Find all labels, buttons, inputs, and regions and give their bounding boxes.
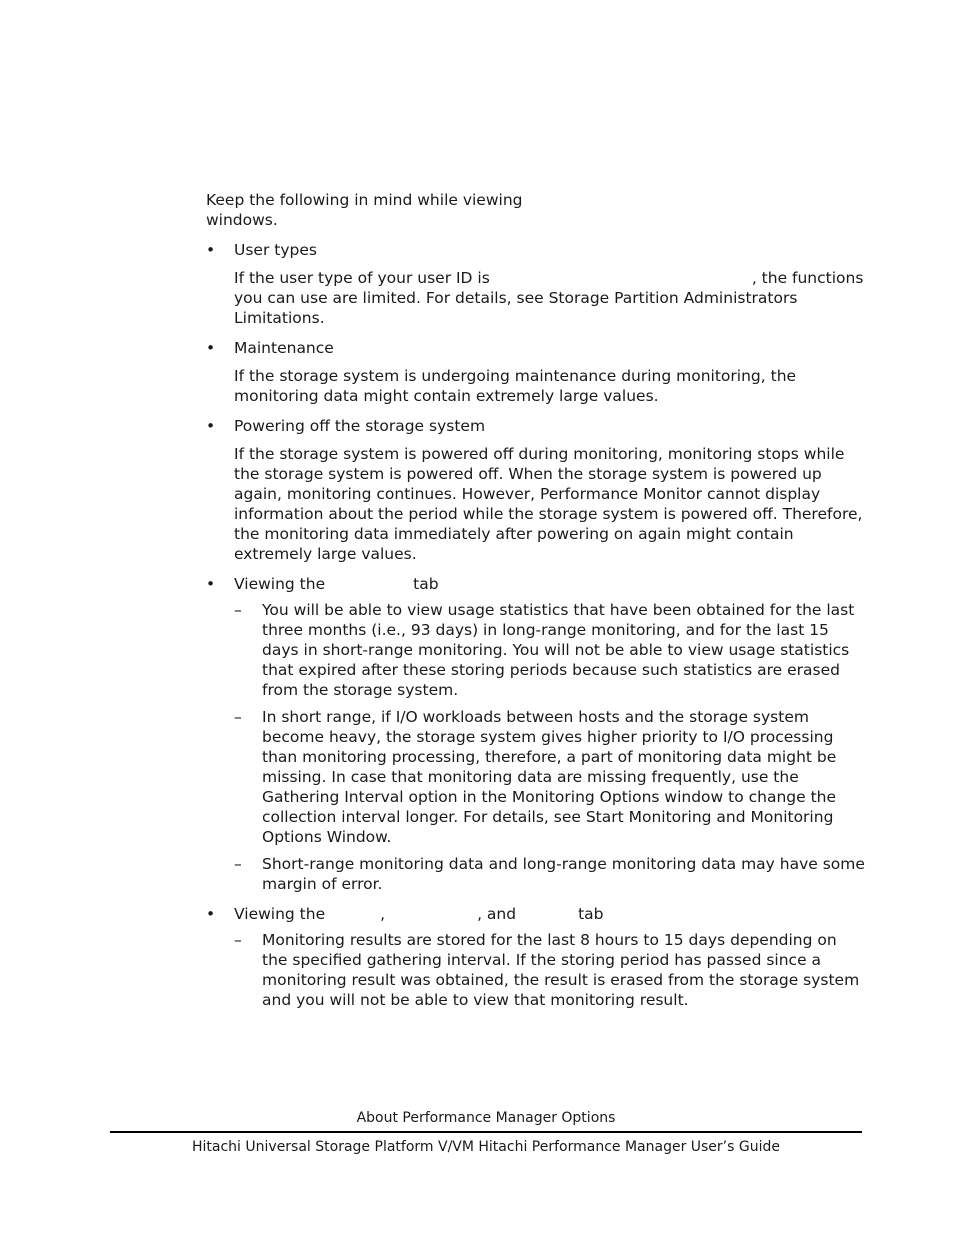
- item-title: Maintenance: [234, 339, 334, 357]
- sub-item: [234, 600, 866, 700]
- list-item-viewing-tab: [206, 574, 866, 894]
- intro-paragraph: Keep the following in mind while viewing windows.: [206, 191, 523, 229]
- title-comma: ,: [380, 905, 386, 923]
- item-title: User types: [234, 241, 317, 259]
- list-item-user-types: [206, 240, 866, 328]
- body-start: If the user type of your user ID is: [234, 269, 490, 287]
- sub-item-text: Short-range monitoring data and long-range monitoring data may have some margin of error.: [262, 855, 865, 893]
- footer-divider: [110, 1131, 862, 1133]
- item-body: If the storage system is powered off during monitoring, monitoring stops while the storage system is powered off. When the storage system is powered up again, monitoring continues. However, Performance Monitor cannot display information about the period while the storage system is powered off. Therefore, the monitoring data immediately after powering on again might contain extremely large values.: [234, 445, 863, 563]
- title-start: Viewing the: [234, 575, 326, 593]
- dash-icon: –: [234, 855, 242, 873]
- sub-item: [234, 707, 866, 847]
- sub-item-text: You will be able to view usage statistics that have been obtained for the last three months (i.e., 93 days) in long-range monitoring, and for the last 15 days in short-range monitoring. You will not be able to view usage statistics that expired after these storing periods because such statistics are erased from the storage system.: [262, 601, 855, 699]
- title-start: Viewing the: [234, 905, 326, 923]
- title-end: tab: [413, 575, 439, 593]
- list-item-maintenance: [206, 338, 866, 406]
- sub-item-text: In short range, if I/O workloads between hosts and the storage system become heavy, the storage system gives higher priority to I/O processing than monitoring processing, therefore, a part of monitoring data might be missing. In case that monitoring data are missing frequently, use the Gathering Interval option in the Monitoring Options window to change the collection interval longer. For details, see Start Monitoring and Monitoring Options Window.: [262, 708, 837, 846]
- body-end: , the functions you can use are limited. For details, see Storage Partition Administrators Limitations.: [234, 269, 864, 327]
- sub-item-text: Monitoring results are stored for the last 8 hours to 15 days depending on the specified gathering interval. If the storing period has passed since a monitoring result was obtained, the result is erased from the storage system and you will not be able to view that monitoring result.: [262, 931, 860, 1009]
- list-item-viewing-tabs: [206, 904, 866, 1010]
- dash-icon: –: [234, 931, 242, 949]
- sub-item: [234, 854, 866, 894]
- bullet-icon: •: [206, 417, 216, 435]
- list-item-powering-off: [206, 416, 866, 564]
- item-body: If the storage system is undergoing maintenance during monitoring, the monitoring data might contain extremely large values.: [234, 367, 797, 405]
- page-content: [206, 190, 866, 1020]
- item-body: [234, 268, 866, 328]
- bullet-icon: •: [206, 905, 216, 923]
- dash-icon: –: [234, 601, 242, 619]
- footer-guide-title: Hitachi Universal Storage Platform V/VM Hitachi Performance Manager User’s Guide: [192, 1139, 780, 1155]
- item-title: Powering off the storage system: [234, 417, 486, 435]
- bullet-icon: •: [206, 575, 216, 593]
- item-title: [234, 904, 866, 924]
- dash-icon: –: [234, 708, 242, 726]
- footer-section-title: About Performance Manager Options: [356, 1110, 616, 1126]
- title-and: , and: [477, 905, 517, 923]
- bullet-icon: •: [206, 241, 216, 259]
- bullet-icon: •: [206, 339, 216, 357]
- sub-item: [234, 930, 866, 1010]
- title-end: tab: [578, 905, 604, 923]
- item-title: [234, 574, 866, 594]
